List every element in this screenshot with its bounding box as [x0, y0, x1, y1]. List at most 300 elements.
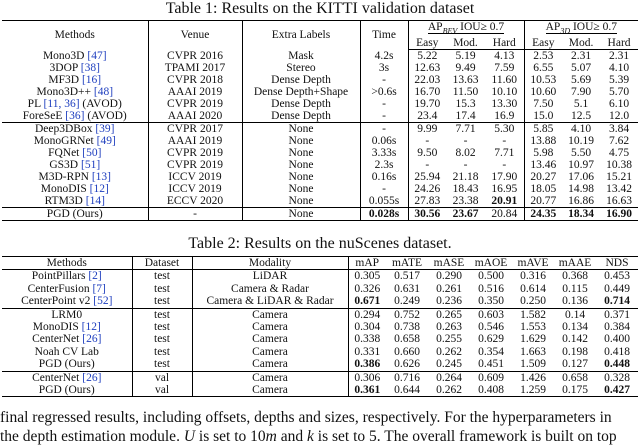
method-name: M3D-RPN [38, 171, 89, 184]
citation-ref: [38] [80, 62, 100, 75]
table-cell: 18.05 [530, 183, 557, 196]
method-cell [2, 183, 148, 195]
table-row [2, 98, 638, 110]
table-cell: 5.1 [573, 98, 589, 111]
table-cell: 5.69 [570, 74, 592, 87]
table-cell: 0.326 [354, 282, 381, 295]
table-cell: 0.331 [354, 345, 381, 358]
table-cell: 17.06 [568, 171, 594, 184]
table-cell: 2.31 [570, 50, 592, 63]
method-name: CenterPoint v2 [21, 295, 91, 308]
table-cell: Camera [192, 346, 348, 358]
table-cell: Methods [2, 21, 148, 50]
header-row [2, 257, 638, 270]
table-cell: 15.0 [524, 110, 562, 123]
table-cell: 0.115 [562, 282, 588, 295]
table-row [2, 183, 638, 195]
table-cell: 7.50 [533, 98, 554, 111]
body-paragraph-line-2: the depth estimation module. U is set to 10m and k is set to 5. The overall framework is built on top [0, 428, 617, 445]
table-cell: 0.350 [470, 295, 512, 308]
table-cell: 0.451 [470, 358, 512, 371]
table-cell: Mod. [562, 37, 600, 50]
table-cell: Venue [148, 21, 242, 50]
table-cell: AAAI 2019 [148, 86, 242, 98]
table-cell: ECCV 2020 [148, 195, 242, 208]
table-cell: 16.70 [414, 86, 441, 99]
table-cell: LiDAR [192, 270, 348, 283]
table-row [2, 123, 638, 136]
method-cell [2, 74, 148, 86]
table-cell: 0.614 [520, 282, 546, 295]
table-cell: 21.18 [452, 171, 479, 184]
table-cell: 9.50 [417, 147, 438, 160]
table-cell: None [242, 195, 360, 208]
table-cell: None [242, 159, 360, 171]
table-cell: - [360, 123, 408, 136]
method-name: MF3D [48, 74, 80, 87]
ours-row [2, 208, 638, 221]
table-cell: 20.84 [485, 208, 524, 221]
table-cell: 10.19 [568, 135, 594, 148]
method-cell [2, 308, 132, 321]
table-cell: AAAI 2019 [148, 135, 242, 147]
table-cell: 3.33s [360, 147, 408, 159]
table-cell: 14.98 [568, 183, 594, 196]
method-name: MonoDIS [40, 183, 87, 196]
table-cell: NDS [596, 257, 638, 270]
table-cell: ICCV 2019 [148, 183, 242, 195]
table-cell: 22.03 [414, 74, 441, 87]
method-cell [2, 159, 148, 171]
body-paragraph-line-1: final regressed results, including offsets, depths and sizes, respectively. For the hyperparameters in [0, 409, 612, 426]
table-cell: 6.10 [608, 98, 630, 111]
table-cell: - [463, 135, 468, 148]
table-cell: TPAMI 2017 [148, 62, 242, 74]
table-cell: 0.354 [478, 345, 504, 358]
ap-subscript: BEV [442, 26, 458, 36]
table-cell: 0.262 [428, 384, 470, 397]
table-row [2, 333, 638, 345]
method-name: PL [27, 98, 41, 111]
table-cell: 23.38 [452, 195, 479, 208]
table-cell: 4.2s [360, 50, 408, 63]
table-cell: 0.16s [360, 171, 408, 183]
table-cell: - [485, 159, 524, 171]
method-name: Mono3D++ [36, 86, 91, 99]
ap-prefix: AP [545, 21, 561, 33]
table-cell: 0.716 [394, 371, 420, 384]
table-cell: 5.22 [417, 50, 438, 63]
citation-ref: [51] [80, 159, 101, 172]
table-cell: None [242, 171, 360, 183]
table-cell: mAOE [470, 257, 512, 270]
table-cell: 0.418 [604, 345, 630, 358]
table-cell: 9.99 [417, 123, 438, 136]
table-cell: 0.371 [604, 308, 630, 321]
table-cell: 0.304 [354, 321, 381, 334]
table-cell: 0.028s [360, 208, 408, 221]
table-cell: 0.609 [478, 371, 504, 384]
method-cell [2, 171, 148, 183]
table-cell: 11.60 [485, 74, 524, 86]
table-cell: val [132, 384, 192, 397]
method-name: PGD (Ours) [38, 384, 95, 397]
table-cell: 0.752 [394, 308, 420, 321]
citation-ref: [36] [65, 110, 85, 123]
table-row [2, 74, 638, 86]
table-cell: 3s [360, 62, 408, 74]
method-suffix: (AVOD) [84, 110, 127, 123]
table-cell: 0.631 [394, 282, 420, 295]
table-cell: 11.50 [452, 86, 479, 99]
table-cell: Camera [192, 321, 348, 333]
table-cell: 0.516 [478, 282, 504, 295]
table-cell: 16.9 [485, 110, 524, 123]
table-cell: Easy [524, 37, 562, 50]
header-row [2, 21, 638, 38]
table-cell: 0.236 [428, 295, 470, 308]
table-cell: 0.250 [512, 295, 554, 308]
table-cell: 16.90 [600, 208, 638, 221]
ap-subscript: 3D [560, 26, 571, 36]
ap-label [546, 21, 617, 34]
table-cell: 4.10 [570, 123, 592, 136]
table-cell: 10.97 [568, 159, 594, 172]
table-cell: 0.660 [394, 345, 420, 358]
table-cell: 5.30 [485, 123, 524, 136]
table-cell: 7.71 [455, 123, 476, 136]
table-cell: 0.134 [562, 321, 588, 334]
table-cell: Time [360, 21, 408, 50]
table-cell: Dense Depth [242, 74, 360, 86]
table-cell: 12.0 [600, 110, 638, 123]
table-cell: 0.055s [360, 195, 408, 208]
method-name: 3DOP [49, 62, 78, 75]
table-cell: Dense Depth [242, 98, 360, 110]
method-cell [2, 283, 132, 295]
table-row [2, 384, 638, 397]
table-cell: 0.255 [436, 333, 462, 346]
table-cell: None [242, 183, 360, 195]
table-cell: Extra Labels [242, 21, 360, 50]
table-cell: 0.449 [604, 282, 630, 295]
table-cell: Camera [192, 358, 348, 371]
table-cell: 7.71 [485, 147, 524, 159]
table-row [2, 295, 638, 308]
table-cell: 5.19 [455, 50, 476, 63]
method-name: CenterNet [32, 371, 80, 384]
method-cell [2, 98, 148, 110]
table-cell: 1.582 [520, 308, 546, 321]
table-cell: 0.142 [562, 333, 588, 346]
citation-ref: [14] [85, 195, 105, 208]
table-cell: 0.06s [360, 135, 408, 147]
table-cell: 2.53 [533, 50, 554, 63]
table-row [2, 86, 638, 98]
table-cell: mASE [428, 257, 470, 270]
ap-label [428, 21, 504, 34]
table-cell: Dataset [132, 257, 192, 270]
table-cell: 0.263 [436, 321, 462, 334]
method-name: Mono3D [42, 50, 85, 63]
method-cell [2, 110, 148, 123]
table-cell: - [360, 110, 408, 123]
table-cell: 0.644 [386, 384, 428, 397]
table-cell: test [132, 333, 192, 345]
table-cell: CVPR 2018 [148, 74, 242, 86]
table-cell: test [132, 270, 192, 283]
table-row [2, 358, 638, 371]
table-cell: 20.77 [530, 195, 557, 208]
table-cell: 0.427 [596, 384, 638, 397]
table-row [2, 62, 638, 74]
table-cell: 5.70 [608, 86, 630, 99]
table-cell: 4.10 [608, 62, 630, 75]
table-cell: 0.249 [386, 295, 428, 308]
table-cell: 30.56 [408, 208, 446, 221]
table-cell: CVPR 2017 [148, 123, 242, 136]
nuscenes-results-table [2, 256, 638, 397]
table-row [2, 321, 638, 333]
table-cell: 0.290 [436, 270, 462, 283]
table-cell: mATE [386, 257, 428, 270]
table-cell: 10.38 [606, 159, 632, 172]
table-cell: None [242, 123, 360, 136]
table2-caption: Table 2: Results on the nuScenes dataset. [188, 235, 452, 252]
table-cell: 16.63 [606, 195, 632, 208]
table-cell: 3.84 [608, 123, 630, 136]
method-name: MonoGRNet [33, 135, 94, 148]
table-cell: 6.55 [533, 62, 554, 75]
table-row [2, 110, 638, 123]
method-name: MonoDIS [32, 321, 79, 334]
table-cell: - [360, 183, 408, 195]
table-cell: 20.27 [530, 171, 557, 184]
method-name: Deep3DBox [34, 123, 93, 136]
table-cell: Dense Depth+Shape [242, 86, 360, 98]
method-name: CenterNet [32, 333, 80, 346]
table-cell: 15.21 [606, 171, 632, 184]
table-cell: CVPR 2016 [148, 50, 242, 63]
table-cell: 13.42 [606, 183, 632, 196]
table-cell: Dense Depth [242, 110, 360, 123]
table-cell: mAVE [512, 257, 554, 270]
method-cell [2, 295, 132, 308]
table-cell: 13.88 [530, 135, 557, 148]
table-cell: 25.94 [414, 171, 441, 184]
method-name: ForeSeE [22, 110, 63, 123]
method-cell [2, 50, 148, 63]
method-cell [2, 358, 132, 371]
citation-ref: [50] [82, 147, 102, 160]
table-cell: 12.5 [562, 110, 600, 123]
table-cell: test [132, 346, 192, 358]
table-cell: test [132, 321, 192, 333]
table-cell: 0.671 [348, 295, 386, 308]
table-row [2, 270, 638, 283]
table-cell: Camera [192, 371, 348, 384]
method-cell [2, 62, 148, 74]
table-cell: 1.663 [520, 345, 546, 358]
citation-ref: [26] [82, 371, 102, 384]
table-cell: None [242, 135, 360, 147]
table-cell: Camera [192, 333, 348, 345]
table-cell: CVPR 2019 [148, 98, 242, 110]
table-cell: 2.3s [360, 159, 408, 171]
table-cell: 0.400 [604, 333, 630, 346]
method-cell [2, 135, 148, 147]
table-cell: 0.658 [562, 371, 588, 384]
table-row [2, 171, 638, 183]
table-cell: 0.14 [564, 308, 586, 321]
method-cell [2, 123, 148, 136]
table-cell: Hard [485, 37, 524, 50]
table-cell: 18.34 [562, 208, 600, 221]
method-cell [2, 346, 132, 358]
table-cell: 8.02 [455, 147, 476, 160]
method-cell [2, 270, 132, 283]
iou-threshold: IOU≥ 0.7 [570, 21, 617, 33]
table-cell: 0.546 [478, 321, 504, 334]
table-cell: 0.500 [478, 270, 504, 283]
table-cell: 16.95 [485, 183, 524, 195]
table-cell: 0.368 [562, 270, 588, 283]
table-cell: 13.30 [485, 98, 524, 110]
table-cell: 5.39 [608, 74, 630, 87]
table-cell: 9.49 [455, 62, 476, 75]
table-cell: 0.294 [354, 308, 381, 321]
table-cell: 13.63 [452, 74, 479, 87]
citation-ref: [16] [81, 74, 102, 87]
table-cell: CVPR 2019 [148, 147, 242, 159]
table-cell: 17.4 [446, 110, 485, 123]
table-cell: 4.75 [608, 147, 630, 160]
table-cell: 5.98 [533, 147, 554, 160]
table-cell: 13.46 [530, 159, 557, 172]
table-row [2, 159, 638, 171]
table-cell: Methods [2, 257, 132, 270]
table-cell: 19.70 [414, 98, 441, 111]
table-cell: Modality [192, 257, 348, 270]
table-cell: Easy [408, 37, 446, 50]
table-cell: - [485, 135, 524, 147]
table-cell: Camera [192, 384, 348, 397]
table-cell: - [360, 74, 408, 86]
table-cell: - [360, 98, 408, 110]
ap-3d-header [524, 21, 638, 38]
table-cell: 7.62 [608, 135, 630, 148]
table-cell: 0.453 [604, 270, 630, 283]
method-cell [2, 195, 148, 208]
table-cell: - [148, 208, 242, 221]
table-cell: test [132, 295, 192, 308]
table-cell: 24.26 [414, 183, 441, 196]
table-cell: 15.3 [455, 98, 476, 111]
table-cell: 0.265 [436, 308, 462, 321]
table-cell: 1.259 [512, 384, 554, 397]
citation-ref: [26] [82, 333, 102, 346]
table-cell: 0.245 [428, 358, 470, 371]
table-cell: 0.306 [354, 371, 381, 384]
table-cell: 4.13 [485, 50, 524, 63]
table-cell: Mod. [446, 37, 485, 50]
table-cell: None [242, 208, 360, 221]
table-cell: 0.361 [348, 384, 386, 397]
table-cell: Stereo [242, 62, 360, 74]
ap-bev-header [408, 21, 524, 38]
table-cell: 1.426 [520, 371, 546, 384]
method-name: CenterFusion [27, 282, 90, 295]
table-cell: test [132, 283, 192, 295]
table-cell: 0.714 [596, 295, 638, 308]
table-cell: 18.43 [452, 183, 479, 196]
method-cell [2, 384, 132, 397]
table-cell: 0.305 [354, 270, 381, 283]
method-cell [2, 321, 132, 333]
table-cell: 5.07 [570, 62, 592, 75]
table-cell: PGD (Ours) [2, 208, 148, 221]
table-cell: 1.553 [520, 321, 546, 334]
table-cell: 1.629 [520, 333, 546, 346]
table-cell: 0.384 [604, 321, 630, 334]
table-cell: 0.127 [554, 358, 596, 371]
table-cell: - [463, 159, 468, 172]
method-cell [2, 147, 148, 159]
table-cell: 0.262 [436, 345, 462, 358]
table-cell: 10.53 [530, 74, 557, 87]
table-row [2, 147, 638, 159]
table1-caption: Table 1: Results on the KITTI validation dataset [165, 0, 475, 17]
method-name: PointPillars [31, 270, 86, 283]
table-cell: 0.175 [554, 384, 596, 397]
citation-ref: [12] [89, 183, 109, 196]
method-suffix: (AVOD) [79, 98, 122, 111]
table-cell: 16.86 [568, 195, 594, 208]
table-row [2, 371, 638, 384]
table-cell: 0.408 [470, 384, 512, 397]
ap-prefix: AP [427, 21, 443, 33]
table-cell: >0.6s [360, 86, 408, 98]
table-row [2, 50, 638, 63]
method-name: RTM3D [44, 195, 83, 208]
table-cell: 0.261 [436, 282, 462, 295]
table-cell: 2.31 [608, 50, 630, 63]
citation-ref: [13] [91, 171, 112, 184]
method-name: Noah CV Lab [34, 345, 99, 358]
table-cell: 7.59 [485, 62, 524, 74]
table-cell: mAP [348, 257, 386, 270]
table-cell: 20.91 [485, 195, 524, 208]
kitti-results-table [2, 20, 638, 221]
table-row [2, 346, 638, 358]
citation-ref: [49] [96, 135, 116, 148]
table-cell: Hard [600, 37, 638, 50]
citation-ref: [39] [95, 123, 115, 136]
table-cell: 5.85 [533, 123, 554, 136]
method-cell [2, 86, 148, 98]
table-cell: 23.67 [446, 208, 485, 221]
table-cell: 1.509 [512, 358, 554, 371]
table-cell: test [132, 308, 192, 321]
table-cell: None [242, 147, 360, 159]
table-cell: AAAI 2020 [148, 110, 242, 123]
table-row [2, 283, 638, 295]
table-cell: 17.90 [485, 171, 524, 183]
table-cell: CVPR 2019 [148, 159, 242, 171]
table-cell: 10.60 [530, 86, 557, 99]
method-name: GS3D [49, 159, 79, 172]
method-cell [2, 333, 132, 345]
